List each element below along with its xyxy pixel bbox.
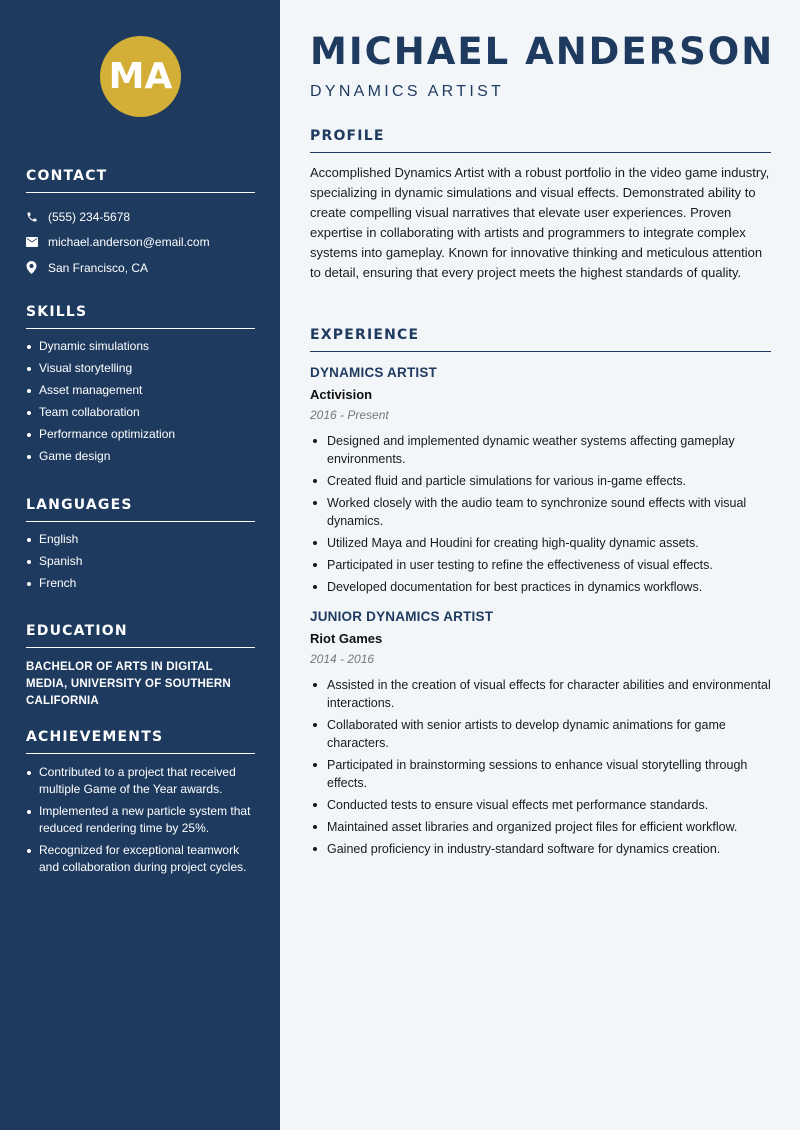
achievements-section [26, 729, 255, 881]
job-entry [310, 609, 771, 858]
contact-heading: CONTACT [26, 168, 255, 193]
job-bullet: Participated in user testing to refine the effectiveness of visual effects. [310, 556, 771, 574]
language-item: French [26, 576, 255, 590]
job-company [310, 387, 771, 402]
languages-heading: LANGUAGES [26, 497, 255, 522]
experience-heading: EXPERIENCE [310, 327, 771, 352]
company-name: Activision [310, 387, 373, 402]
skills-section [26, 304, 255, 471]
skill-item: Asset management [26, 383, 255, 397]
phone-text: (555) 234-5678 [48, 209, 131, 224]
job-title: DYNAMICS ARTIST [310, 365, 437, 380]
profile-section [310, 128, 771, 283]
job-period: 2016 - Present [310, 408, 389, 422]
profile-text: Accomplished Dynamics Artist with a robust portfolio in the video game industry, specializing in dynamic simulations and visual effects. Demonstrated ability to create compelling visual narratives that elevate user experiences. Proven expertise in collaborating with artists and programmers to integrate complex systems into gameplay. Known for innovative thinking and meticulous attention to detail, ensuring that every project meets the highest standards of quality. [310, 165, 770, 280]
contact-email [26, 230, 255, 256]
languages-section [26, 497, 255, 598]
job-company [310, 631, 771, 646]
job-bullet: Utilized Maya and Houdini for creating high-quality dynamic assets. [310, 534, 771, 552]
skills-list [26, 339, 255, 463]
job-bullet: Worked closely with the audio team to synchronize sound effects with visual dynamics. [310, 494, 771, 530]
languages-list [26, 532, 255, 590]
skill-item: Team collaboration [26, 405, 255, 419]
education-heading: EDUCATION [26, 623, 255, 648]
contact-list [26, 204, 255, 281]
profile-heading: PROFILE [310, 128, 771, 153]
email-icon [26, 237, 48, 247]
achievements-heading: ACHIEVEMENTS [26, 729, 255, 754]
skill-item: Visual storytelling [26, 361, 255, 375]
achievement-item: Recognized for exceptional teamwork and collaboration during project cycles. [26, 842, 255, 876]
language-item: English [26, 532, 255, 546]
phone-icon [26, 211, 48, 223]
skills-heading: SKILLS [26, 304, 255, 329]
company-name: Riot Games [310, 631, 383, 646]
achievements-list [26, 764, 255, 876]
sidebar [0, 0, 280, 1130]
education-section [26, 623, 255, 710]
contact-location [26, 255, 255, 281]
job-bullet: Developed documentation for best practices in dynamics workflows. [310, 578, 771, 596]
email-text: michael.anderson@email.com [48, 235, 210, 250]
education-degree: BACHELOR OF ARTS IN DIGITAL MEDIA, UNIVERSITY OF SOUTHERN CALIFORNIA [26, 661, 231, 707]
job-title: JUNIOR DYNAMICS ARTIST [310, 609, 494, 624]
job-bullet: Designed and implemented dynamic weather systems affecting gameplay environments. [310, 432, 771, 468]
achievement-item: Contributed to a project that received multiple Game of the Year awards. [26, 764, 255, 798]
job-bullets [310, 432, 771, 596]
location-pin-icon [26, 261, 48, 274]
candidate-title: DYNAMICS ARTIST [310, 83, 505, 100]
location-text: San Francisco, CA [48, 260, 149, 275]
job-bullet: Created fluid and particle simulations for various in-game effects. [310, 472, 771, 490]
skill-item: Dynamic simulations [26, 339, 255, 353]
job-bullet: Collaborated with senior artists to develop dynamic animations for game characters. [310, 716, 771, 752]
job-bullet: Conducted tests to ensure visual effects met performance standards. [310, 796, 771, 814]
contact-phone [26, 204, 255, 230]
job-bullets [310, 676, 771, 858]
language-item: Spanish [26, 554, 255, 568]
skill-item: Game design [26, 449, 255, 463]
job-entry [310, 365, 771, 596]
job-bullet: Participated in brainstorming sessions to enhance visual storytelling through effects. [310, 756, 771, 792]
avatar: MA [100, 36, 181, 117]
achievement-item: Implemented a new particle system that reduced rendering time by 25%. [26, 803, 255, 837]
job-bullet: Assisted in the creation of visual effects for character abilities and environmental interactions. [310, 676, 771, 712]
job-bullet: Maintained asset libraries and organized project files for efficient workflow. [310, 818, 771, 836]
contact-section [26, 168, 255, 281]
experience-section [310, 327, 771, 862]
job-period: 2014 - 2016 [310, 652, 375, 666]
job-bullet: Gained proficiency in industry-standard software for dynamics creation. [310, 840, 771, 858]
skill-item: Performance optimization [26, 427, 255, 441]
candidate-name: MICHAEL ANDERSON [310, 30, 775, 73]
